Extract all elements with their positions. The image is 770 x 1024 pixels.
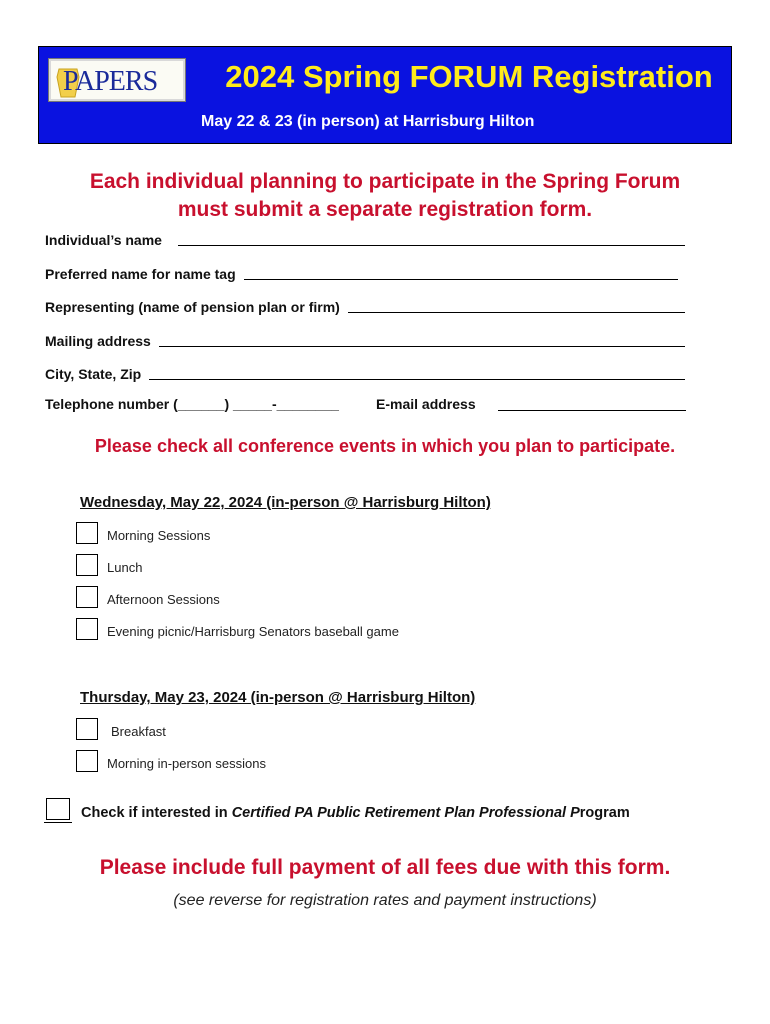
intro-line-1: Each individual planning to participate in the Spring Forum: [89, 170, 681, 193]
footnote: (see reverse for registration rates and payment instructions): [173, 892, 597, 909]
telephone-field[interactable]: Telephone number (______) _____-________: [45, 396, 339, 412]
checkbox-certification-interest[interactable]: [46, 798, 70, 820]
events-heading: Please check all conference events in which you plan to participate.: [94, 436, 676, 456]
cert-suffix: rogram: [579, 805, 630, 821]
field-label: Individual’s name: [45, 232, 162, 248]
payment-heading: Please include full payment of all fees due with this form.: [99, 856, 671, 879]
field-label: Preferred name for name tag: [45, 266, 236, 282]
intro-line-2: must submit a separate registration form.: [177, 198, 593, 221]
checkbox[interactable]: [76, 750, 98, 772]
header-banner: [38, 46, 732, 144]
checkbox[interactable]: [76, 586, 98, 608]
checkbox-label: Lunch: [107, 560, 143, 575]
input-line[interactable]: [149, 366, 685, 380]
papers-logo: [49, 59, 185, 101]
checkbox-label: Evening picnic/Harrisburg Senators baseball game: [107, 624, 399, 639]
input-line[interactable]: [178, 232, 685, 246]
checkbox[interactable]: [76, 554, 98, 576]
page-title: 2024 Spring FORUM Registration: [225, 59, 713, 94]
checkbox-label: Breakfast: [111, 724, 166, 739]
city-state-zip-field[interactable]: [45, 362, 685, 382]
field-label: Mailing address: [45, 333, 151, 349]
logo-text: PAPERS: [63, 66, 158, 97]
field-label: City, State, Zip: [45, 366, 142, 382]
checkbox[interactable]: [76, 522, 98, 544]
preferred-name-field[interactable]: [45, 262, 678, 282]
email-label: E-mail address: [376, 396, 476, 412]
input-line[interactable]: [159, 333, 685, 347]
wednesday-heading: Wednesday, May 22, 2024 (in-person @ Harrisburg Hilton): [80, 494, 491, 511]
input-line[interactable]: [244, 266, 678, 280]
intro-heading: [38, 168, 732, 224]
event-subtitle: May 22 & 23 (in person) at Harrisburg Hilton: [201, 113, 535, 130]
representing-field[interactable]: [45, 295, 685, 315]
cert-prefix: Check if interested in: [81, 805, 232, 821]
checkbox-underline: [44, 822, 72, 823]
checkbox-label: Morning Sessions: [107, 528, 211, 543]
thursday-heading: Thursday, May 23, 2024 (in-person @ Harrisburg Hilton): [80, 689, 476, 706]
checkbox-label: Morning in-person sessions: [107, 756, 266, 771]
individual-name-field[interactable]: [45, 228, 685, 248]
certification-label: [81, 805, 630, 821]
mailing-address-field[interactable]: [45, 329, 685, 349]
input-line[interactable]: [348, 299, 685, 313]
email-input-line[interactable]: [498, 410, 686, 411]
checkbox-label: Afternoon Sessions: [107, 592, 220, 607]
checkbox[interactable]: [76, 718, 98, 740]
checkbox[interactable]: [76, 618, 98, 640]
field-label: Representing (name of pension plan or firm): [45, 299, 340, 315]
cert-program-name: Certified PA Public Retirement Plan Professional P: [231, 805, 580, 821]
